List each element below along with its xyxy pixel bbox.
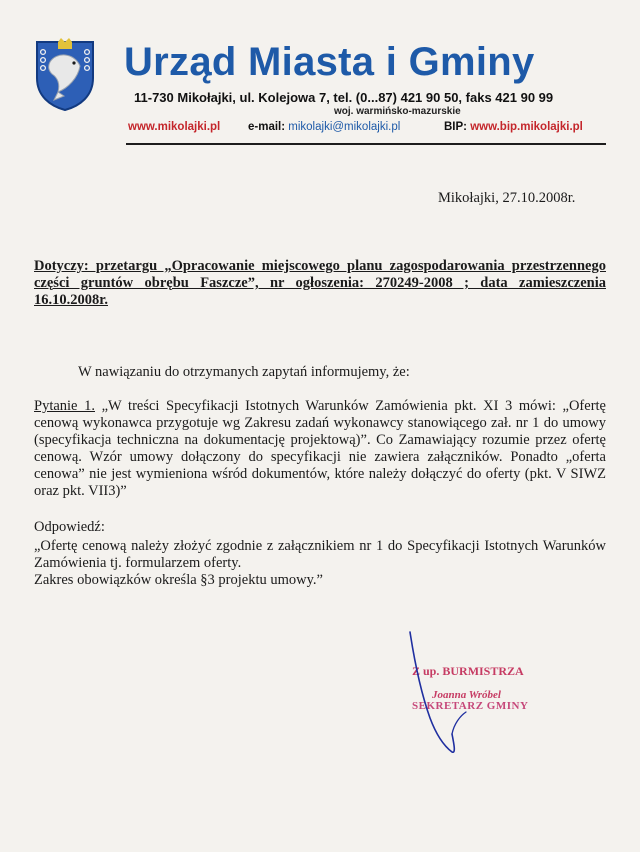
letter-subject: Dotyczy: przetargu „Opracowanie miejscowego planu zagospodarowania przestrzennego części gruntów obrębu Faszcze”, nr ogłoszenia: 270249-2008 ; data zamieszczenia 16.10.2008r.	[34, 258, 606, 308]
stamp-signer: Joanna Wróbel	[432, 689, 501, 701]
bip-label: BIP:	[444, 121, 467, 133]
handwritten-signature	[396, 628, 546, 758]
bip-link[interactable]: www.bip.mikolajki.pl	[470, 121, 583, 133]
coat-of-arms-icon	[34, 38, 96, 112]
email-block	[248, 121, 400, 133]
answer-line-1: „Ofertę cenową należy złożyć zgodnie z załącznikiem nr 1 do Specyfikacji Istotnych Warunków Zamówienia tj. formularzem oferty.	[34, 538, 606, 571]
question-label: Pytanie 1.	[34, 398, 95, 414]
email-link[interactable]: mikolajki@mikolajki.pl	[288, 121, 401, 133]
stamp-line-2: SEKRETARZ GMINY	[412, 700, 529, 712]
answer-paragraph	[34, 538, 606, 589]
answer-label: Odpowiedź:	[34, 519, 105, 535]
bip-block	[444, 121, 583, 133]
letter-intro: W nawiązaniu do otrzymanych zapytań informujemy, że:	[78, 364, 410, 380]
question-text: „W treści Specyfikacji Istotnych Warunków Zamówienia pkt. XI 3 mówi: „Ofertę cenową wykonawca przygotuje wg Zakresu zadań wykonawcy stanowiącego zał. nr 1 do umowy (specyfikacja techniczna na dokumentację projektową)”. Co Zamawiający rozumie przez ofertę cenową. Wzór umowy dołączony do specyfikacji nie zawiera załączników. Ponadto „oferta cenowa” nie jest wymieniona wśród dokumentów, które należy dołączyć do oferty (pkt. V SIWZ oraz pkt. VII3)”	[34, 398, 606, 499]
answer-line-2: Zakres obowiązków określa §3 projektu umowy.”	[34, 572, 323, 588]
header-divider	[126, 143, 606, 145]
office-region: woj. warmińsko-mazurskie	[334, 106, 461, 117]
website-link[interactable]: www.mikolajki.pl	[128, 121, 221, 133]
letter-date: Mikołajki, 27.10.2008r.	[438, 190, 576, 206]
question-paragraph	[34, 398, 606, 500]
office-address: 11-730 Mikołajki, ul. Kolejowa 7, tel. (0...87) 421 90 50, faks 421 90 99	[134, 90, 554, 105]
stamp-line-1: Z up. BURMISTRZA	[412, 664, 524, 678]
email-label: e-mail:	[248, 121, 286, 133]
office-title: Urząd Miasta i Gminy	[124, 40, 535, 84]
